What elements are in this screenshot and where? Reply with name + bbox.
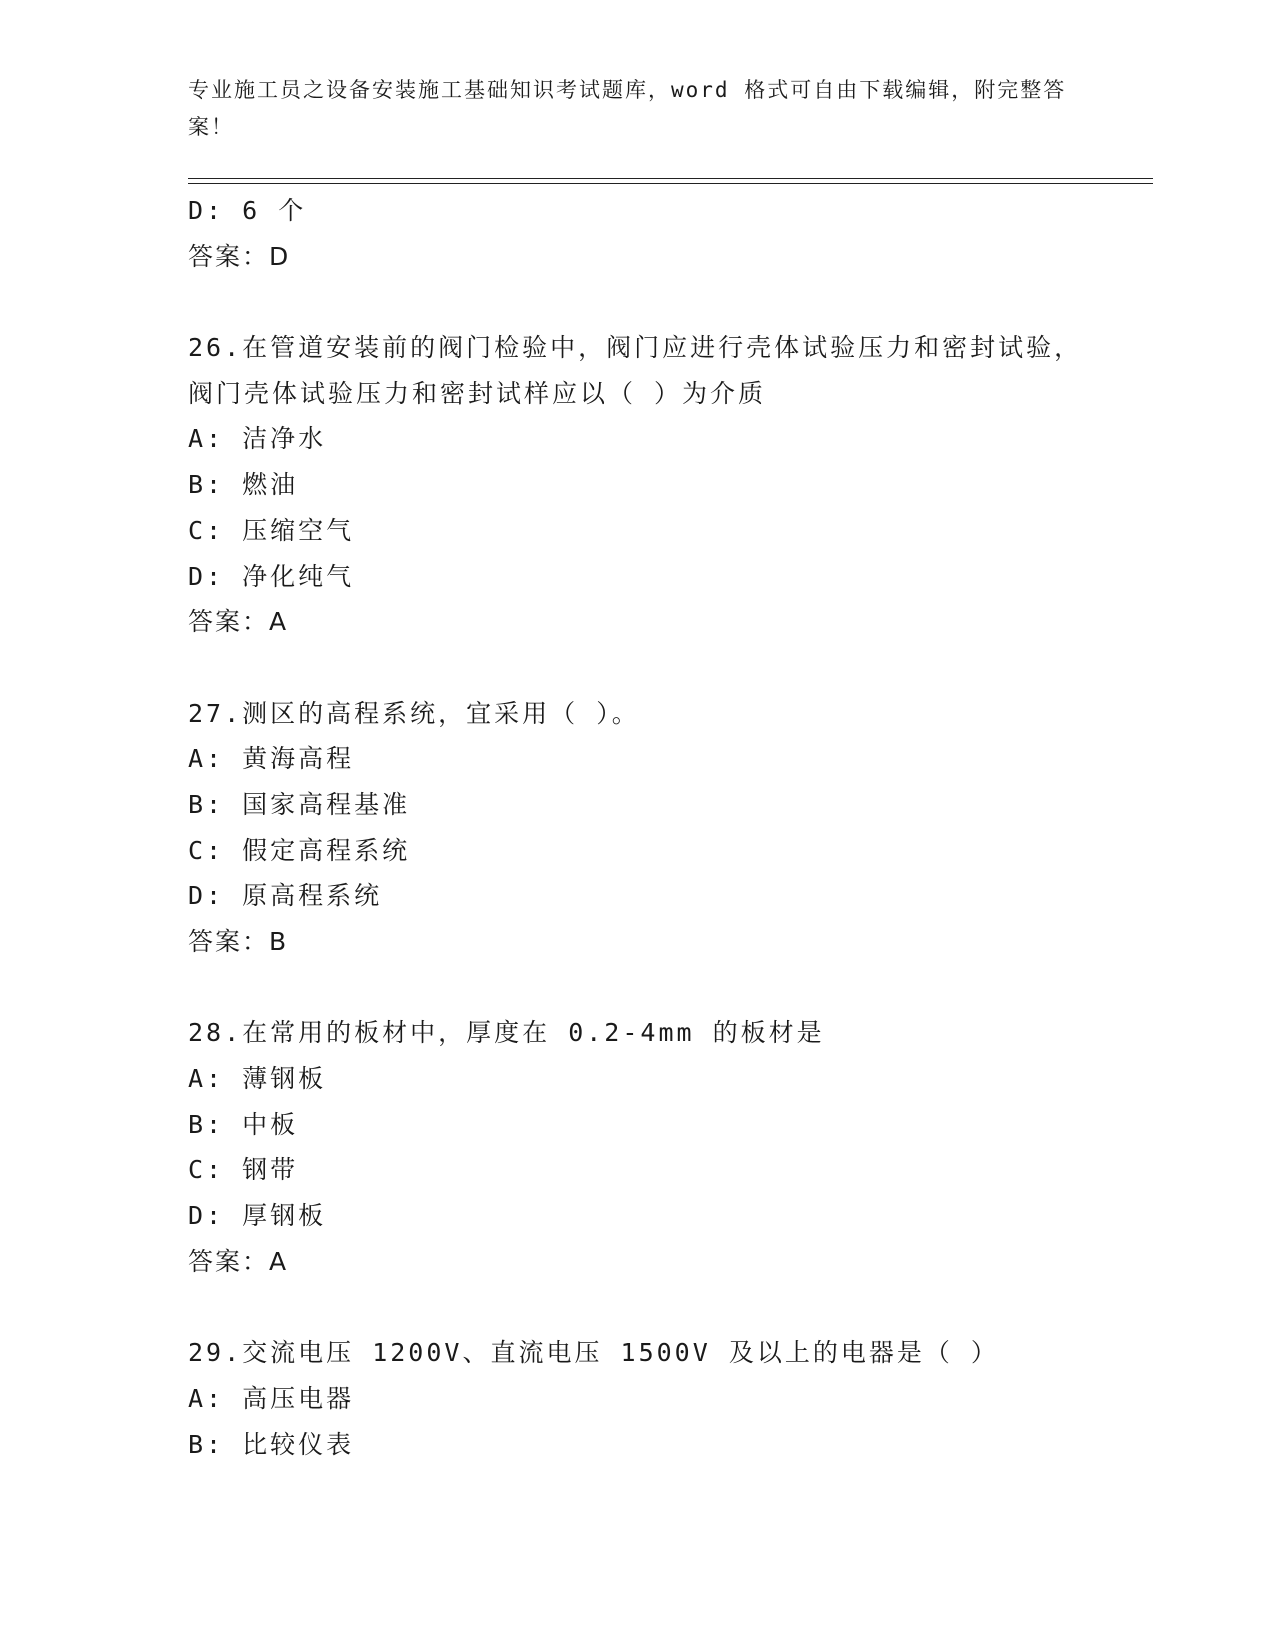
option-a: A: 黄海高程 xyxy=(188,744,355,774)
option-d: D: 净化纯气 xyxy=(188,561,355,591)
question-stem: 27.测区的高程系统，宜采用（ ）。 xyxy=(188,698,640,728)
option-c: C: 假定高程系统 xyxy=(188,835,411,865)
question-answer: 答案：A xyxy=(188,607,289,637)
spacer xyxy=(188,1285,1088,1331)
option-c: C: 钢带 xyxy=(188,1155,299,1185)
question-answer: 答案：A xyxy=(188,1246,289,1276)
question-stem: 29.交流电压 1200V、直流电压 1500V 及以上的电器是（ ） xyxy=(188,1338,999,1368)
question-answer: 答案：B xyxy=(188,927,289,957)
option-c: C: 压缩空气 xyxy=(188,515,355,545)
question-list xyxy=(188,188,1088,1467)
question-27 xyxy=(188,691,1088,965)
question-29 xyxy=(188,1330,1088,1467)
document-header-note: 专业施工员之设备安装施工基础知识考试题库，word 格式可自由下载编辑，附完整答案！ xyxy=(188,78,1067,139)
carryover-option-d: D: 6 个 xyxy=(188,196,307,225)
option-a: A: 薄钢板 xyxy=(188,1064,327,1094)
option-d: D: 厚钢板 xyxy=(188,1201,327,1231)
spacer xyxy=(188,279,1088,325)
question-26 xyxy=(188,325,1088,645)
spacer xyxy=(188,965,1088,1011)
question-stem: 28.在常用的板材中，厚度在 0.2-4mm 的板材是 xyxy=(188,1018,825,1048)
header-divider-bottom xyxy=(188,183,1153,184)
option-d: D: 原高程系统 xyxy=(188,881,383,911)
option-a: A: 高压电器 xyxy=(188,1383,355,1413)
option-b: B: 国家高程基准 xyxy=(188,789,411,819)
option-a: A: 洁净水 xyxy=(188,424,327,454)
spacer xyxy=(188,645,1088,691)
option-b: B: 比较仪表 xyxy=(188,1429,355,1459)
option-b: B: 燃油 xyxy=(188,470,299,500)
question-28 xyxy=(188,1010,1088,1284)
carryover-answer: 答案：D xyxy=(188,241,291,271)
question-stem: 26.在管道安装前的阀门检验中，阀门应进行壳体试验压力和密封试验，阀门壳体试验压力和密封试样应以（ ）为介质 xyxy=(188,333,1083,408)
option-b: B: 中板 xyxy=(188,1109,299,1139)
header-divider-top xyxy=(188,178,1153,179)
